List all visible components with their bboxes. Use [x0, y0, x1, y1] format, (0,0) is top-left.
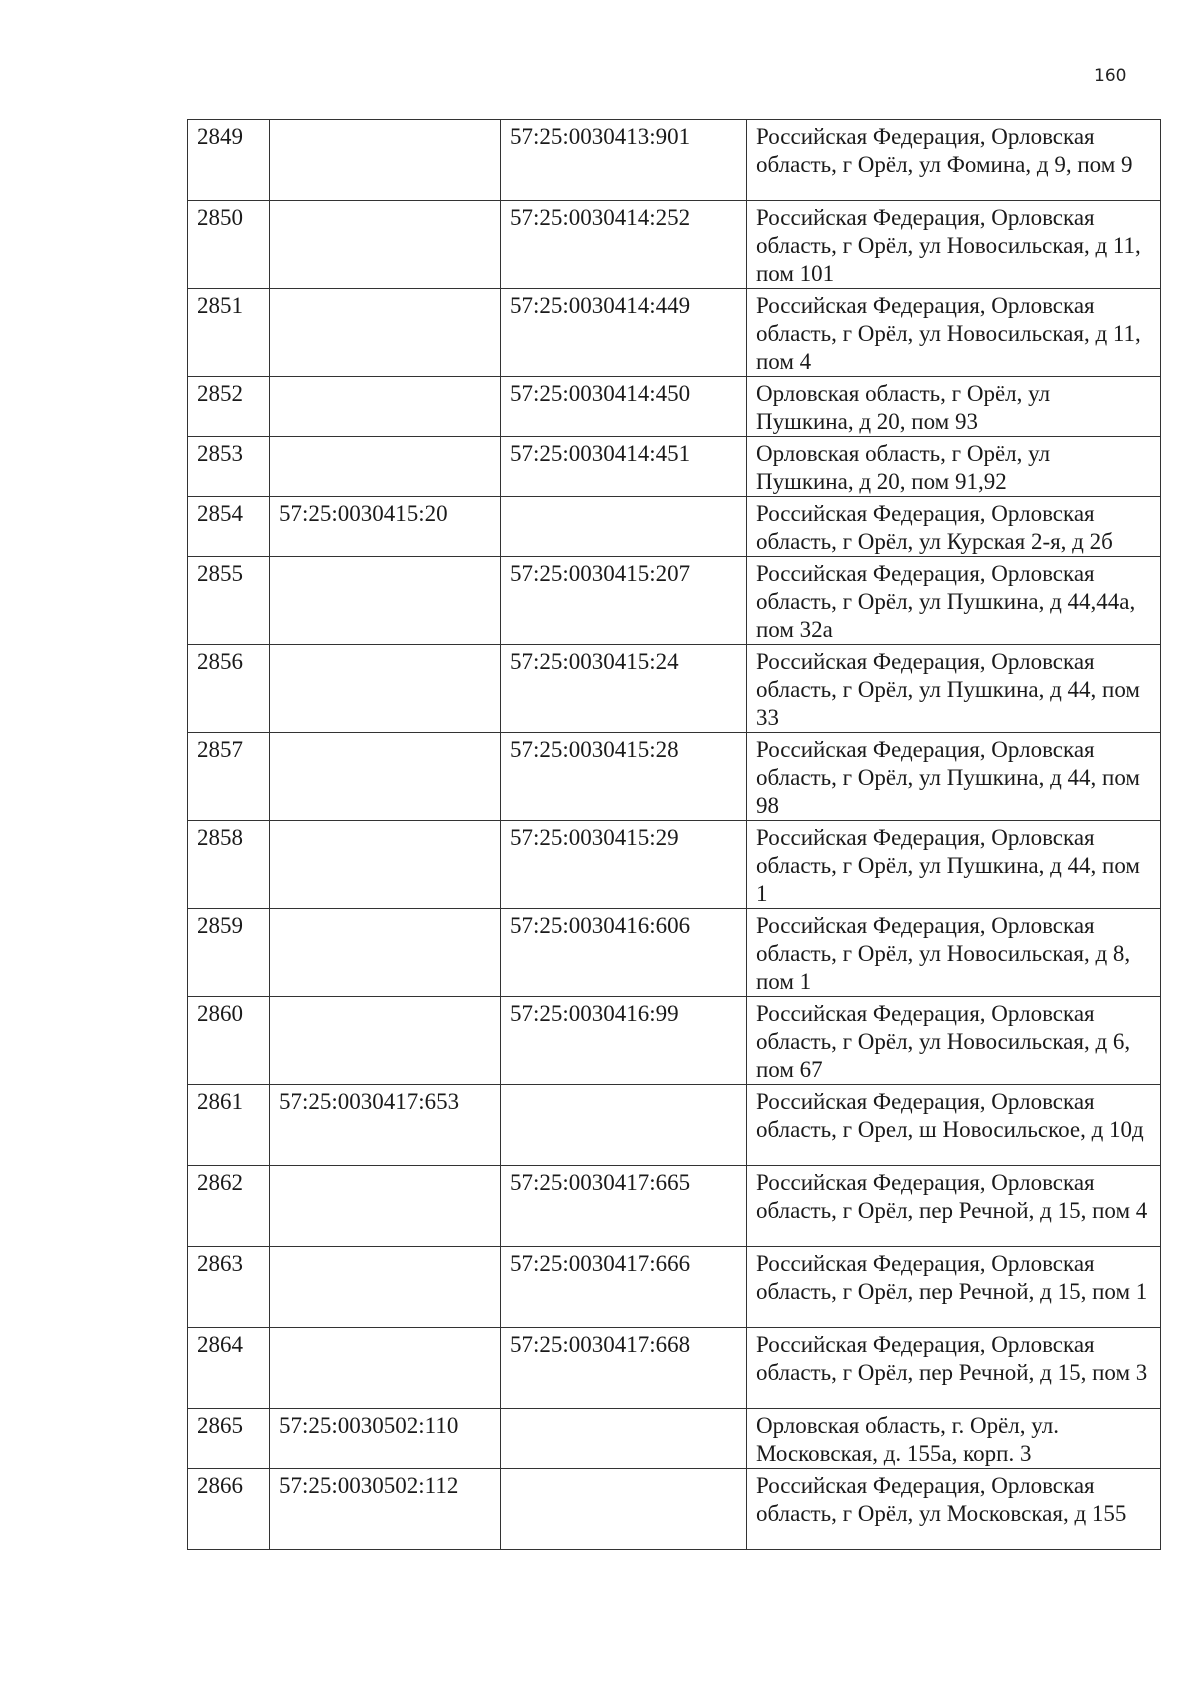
table-row — [188, 557, 1161, 645]
address-cell: Российская Федерация, Орловская область, г Орёл, ул Новосильская, д 8, пом 1 — [747, 909, 1161, 997]
address-cell: Российская Федерация, Орловская область, г Орёл, ул Пушкина, д 44, пом 33 — [747, 645, 1161, 733]
object-cadastral-cell: 57:25:0030416:99 — [501, 997, 747, 1085]
table-row — [188, 1409, 1161, 1469]
address-cell: Российская Федерация, Орловская область, г Орёл, пер Речной, д 15, пом 3 — [747, 1328, 1161, 1409]
land-cadastral-cell — [270, 1247, 501, 1328]
table-row — [188, 1328, 1161, 1409]
land-cadastral-cell — [270, 1328, 501, 1409]
row-number-cell: 2851 — [188, 289, 270, 377]
land-cadastral-cell — [270, 120, 501, 201]
object-cadastral-cell: 57:25:0030414:449 — [501, 289, 747, 377]
object-cadastral-cell — [501, 1409, 747, 1469]
object-cadastral-cell: 57:25:0030415:24 — [501, 645, 747, 733]
row-number-cell: 2855 — [188, 557, 270, 645]
address-cell: Орловская область, г Орёл, ул Пушкина, д 20, пом 93 — [747, 377, 1161, 437]
land-cadastral-cell — [270, 201, 501, 289]
object-cadastral-cell: 57:25:0030414:252 — [501, 201, 747, 289]
land-cadastral-cell — [270, 437, 501, 497]
row-number-cell: 2865 — [188, 1409, 270, 1469]
table-row — [188, 1085, 1161, 1166]
object-cadastral-cell — [501, 1469, 747, 1550]
row-number-cell: 2863 — [188, 1247, 270, 1328]
row-number-cell: 2857 — [188, 733, 270, 821]
address-cell: Российская Федерация, Орловская область, г Орёл, пер Речной, д 15, пом 1 — [747, 1247, 1161, 1328]
table-row — [188, 201, 1161, 289]
row-number-cell: 2858 — [188, 821, 270, 909]
table-row — [188, 821, 1161, 909]
address-cell: Российская Федерация, Орловская область, г Орёл, ул Фомина, д 9, пом 9 — [747, 120, 1161, 201]
table-row — [188, 997, 1161, 1085]
address-cell: Орловская область, г Орёл, ул Пушкина, д 20, пом 91,92 — [747, 437, 1161, 497]
land-cadastral-cell — [270, 1166, 501, 1247]
table-row — [188, 909, 1161, 997]
address-cell: Российская Федерация, Орловская область, г Орёл, ул Московская, д 155 — [747, 1469, 1161, 1550]
object-cadastral-cell: 57:25:0030417:668 — [501, 1328, 747, 1409]
land-cadastral-cell — [270, 645, 501, 733]
land-cadastral-cell — [270, 997, 501, 1085]
row-number-cell: 2864 — [188, 1328, 270, 1409]
table-row — [188, 289, 1161, 377]
object-cadastral-cell: 57:25:0030417:666 — [501, 1247, 747, 1328]
address-cell: Российская Федерация, Орловская область, г Орёл, пер Речной, д 15, пом 4 — [747, 1166, 1161, 1247]
land-cadastral-cell: 57:25:0030502:110 — [270, 1409, 501, 1469]
row-number-cell: 2849 — [188, 120, 270, 201]
row-number-cell: 2859 — [188, 909, 270, 997]
land-cadastral-cell — [270, 377, 501, 437]
table-row — [188, 437, 1161, 497]
registry-table — [187, 119, 1161, 1550]
address-cell: Российская Федерация, Орловская область, г Орёл, ул Пушкина, д 44, пом 1 — [747, 821, 1161, 909]
table-row — [188, 733, 1161, 821]
object-cadastral-cell: 57:25:0030415:207 — [501, 557, 747, 645]
table-row — [188, 377, 1161, 437]
table-row — [188, 120, 1161, 201]
row-number-cell: 2866 — [188, 1469, 270, 1550]
address-cell: Российская Федерация, Орловская область, г Орел, ш Новосильское, д 10д — [747, 1085, 1161, 1166]
address-cell: Российская Федерация, Орловская область, г Орёл, ул Новосильская, д 6, пом 67 — [747, 997, 1161, 1085]
registry-table-body — [188, 120, 1161, 1550]
row-number-cell: 2853 — [188, 437, 270, 497]
row-number-cell: 2854 — [188, 497, 270, 557]
object-cadastral-cell: 57:25:0030414:451 — [501, 437, 747, 497]
object-cadastral-cell: 57:25:0030413:901 — [501, 120, 747, 201]
page-number: 160 — [1094, 66, 1127, 86]
object-cadastral-cell: 57:25:0030416:606 — [501, 909, 747, 997]
land-cadastral-cell: 57:25:0030415:20 — [270, 497, 501, 557]
address-cell: Российская Федерация, Орловская область, г Орёл, ул Новосильская, д 11, пом 101 — [747, 201, 1161, 289]
object-cadastral-cell — [501, 497, 747, 557]
row-number-cell: 2852 — [188, 377, 270, 437]
land-cadastral-cell — [270, 557, 501, 645]
row-number-cell: 2860 — [188, 997, 270, 1085]
table-row — [188, 645, 1161, 733]
row-number-cell: 2861 — [188, 1085, 270, 1166]
address-cell: Российская Федерация, Орловская область, г Орёл, ул Пушкина, д 44, пом 98 — [747, 733, 1161, 821]
address-cell: Орловская область, г. Орёл, ул. Московская, д. 155а, корп. 3 — [747, 1409, 1161, 1469]
land-cadastral-cell: 57:25:0030502:112 — [270, 1469, 501, 1550]
object-cadastral-cell: 57:25:0030417:665 — [501, 1166, 747, 1247]
land-cadastral-cell — [270, 289, 501, 377]
address-cell: Российская Федерация, Орловская область, г Орёл, ул Новосильская, д 11, пом 4 — [747, 289, 1161, 377]
table-row — [188, 1247, 1161, 1328]
object-cadastral-cell: 57:25:0030414:450 — [501, 377, 747, 437]
land-cadastral-cell — [270, 733, 501, 821]
object-cadastral-cell — [501, 1085, 747, 1166]
address-cell: Российская Федерация, Орловская область, г Орёл, ул Пушкина, д 44,44а, пом 32а — [747, 557, 1161, 645]
row-number-cell: 2850 — [188, 201, 270, 289]
address-cell: Российская Федерация, Орловская область, г Орёл, ул Курская 2-я, д 2б — [747, 497, 1161, 557]
object-cadastral-cell: 57:25:0030415:28 — [501, 733, 747, 821]
object-cadastral-cell: 57:25:0030415:29 — [501, 821, 747, 909]
land-cadastral-cell: 57:25:0030417:653 — [270, 1085, 501, 1166]
row-number-cell: 2862 — [188, 1166, 270, 1247]
table-row — [188, 1166, 1161, 1247]
table-row — [188, 497, 1161, 557]
table-row — [188, 1469, 1161, 1550]
land-cadastral-cell — [270, 821, 501, 909]
row-number-cell: 2856 — [188, 645, 270, 733]
land-cadastral-cell — [270, 909, 501, 997]
